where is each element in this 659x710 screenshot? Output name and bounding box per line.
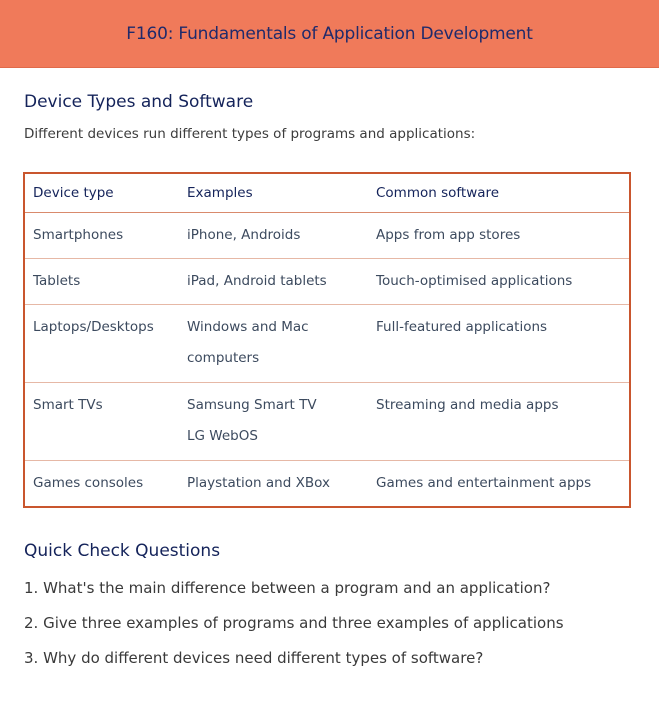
section-intro: Different devices run different types of programs and applications: bbox=[24, 126, 476, 142]
column-header-device-type: Device type bbox=[25, 174, 179, 212]
course-title: F160: Fundamentals of Application Development bbox=[126, 23, 533, 44]
page-header bbox=[0, 0, 659, 68]
cell-software: Games and entertainment apps bbox=[376, 474, 592, 491]
table-row bbox=[25, 212, 629, 258]
cell-device: Tablets bbox=[25, 258, 179, 304]
question-list bbox=[24, 578, 564, 683]
table-row bbox=[25, 460, 629, 506]
table-row bbox=[25, 304, 629, 382]
cell-examples: Windows and Mac computers bbox=[179, 304, 368, 382]
cell-software: Apps from app stores bbox=[368, 212, 629, 258]
cell-examples: iPad, Android tablets bbox=[179, 258, 368, 304]
cell-examples: iPhone, Androids bbox=[179, 212, 368, 258]
section-title-quick-check: Quick Check Questions bbox=[24, 541, 221, 561]
cell-examples: Samsung Smart TV LG WebOS bbox=[179, 382, 368, 460]
table-header-row bbox=[25, 174, 629, 212]
table-row bbox=[25, 258, 629, 304]
question-item: 3. Why do different devices need different types of software? bbox=[24, 649, 484, 667]
column-header-examples: Examples bbox=[179, 174, 368, 212]
cell-device: Games consoles bbox=[33, 474, 144, 491]
cell-examples: Playstation and XBox bbox=[187, 474, 330, 491]
cell-device: Laptops/Desktops bbox=[25, 304, 179, 382]
cell-software: Touch-optimised applications bbox=[368, 258, 629, 304]
cell-device: Smart TVs bbox=[25, 382, 179, 460]
section-title-device-types: Device Types and Software bbox=[24, 92, 254, 112]
question-item: 2. Give three examples of programs and three examples of applications bbox=[24, 614, 564, 632]
device-software-table bbox=[23, 172, 631, 508]
question-item: 1. What's the main difference between a program and an application? bbox=[24, 579, 551, 597]
cell-device: Smartphones bbox=[25, 212, 179, 258]
table-row bbox=[25, 382, 629, 460]
column-header-common-software: Common software bbox=[368, 174, 629, 212]
cell-software: Full-featured applications bbox=[368, 304, 629, 382]
cell-software: Streaming and media apps bbox=[368, 382, 629, 460]
